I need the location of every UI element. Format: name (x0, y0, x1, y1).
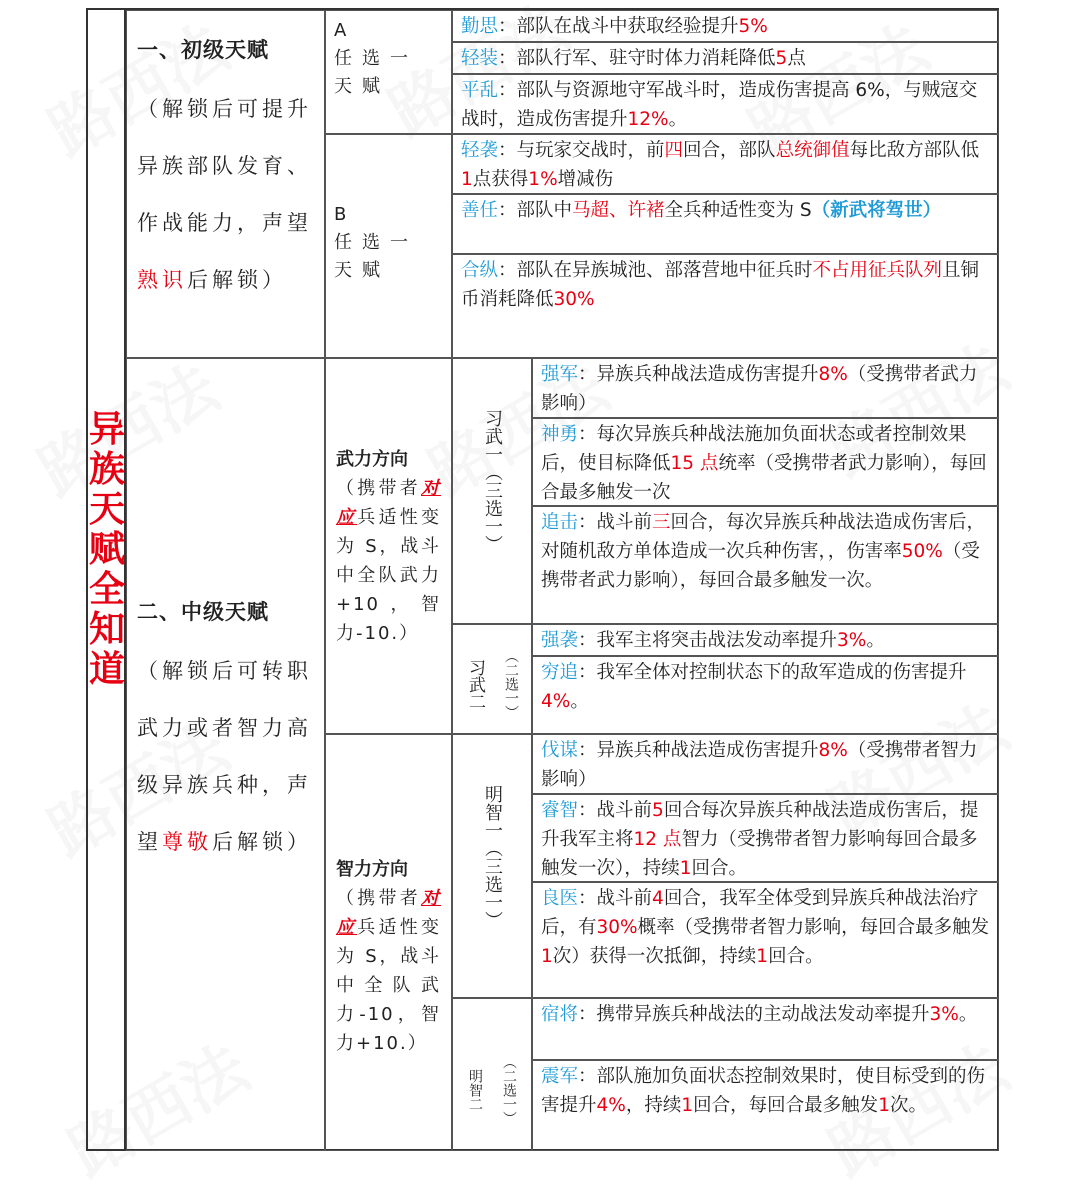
group-b-choice: 任选一天赋 (334, 232, 418, 281)
talent-value: 30% (596, 917, 638, 938)
talent-value: 1 (756, 946, 769, 967)
talent-text: （受携带者智力影响） (541, 740, 978, 790)
talent-text: 回合，每回合最多触发 (693, 1095, 879, 1116)
primary-heading: 一、初级天赋 (137, 38, 269, 62)
talent-text: ：部队在战斗中获取经验提升 (498, 16, 739, 37)
talent-text: ：战斗前 (578, 888, 653, 909)
talent-text: ：异族兵种战法造成伤害提升 (578, 740, 819, 761)
talent-text: 回合，每次异族兵种战法造成伤害后，对随机敌方单体造成一次兵种伤害，，伤害率 (541, 512, 986, 562)
talent-value: 1 (541, 946, 553, 967)
talent-value: 8% (818, 364, 848, 385)
talent-name: 宿将 (541, 1004, 579, 1025)
talent-value: 1 (681, 1095, 694, 1116)
talent-text: ：部队行军、驻守时体力消耗降低 (498, 48, 776, 69)
talent-value: 总统御值 (775, 140, 850, 161)
talent-value: 4 (652, 888, 664, 909)
talent-value: 8% (818, 740, 848, 761)
talent-text: ：部队与资源地守军战斗时，造成伤害提高 6%，与贼寇交战时，造成伤害提升 (461, 80, 978, 130)
talent-text: 每比敌方部队低 (849, 140, 980, 161)
talent-row (452, 194, 999, 254)
talent-text: 点获得 (472, 169, 529, 190)
talent-row (532, 1060, 999, 1151)
intel-group-1-label (452, 734, 532, 998)
talent-text: （受携带者武力影响），每回合最多触发一次。 (541, 541, 980, 591)
primary-desc: （解锁后可提升异族部队发育、作战能力，声望 (137, 97, 312, 235)
talent-name: 震军 (541, 1066, 579, 1087)
talent-text: ：我军主将突击战法发动率提升 (578, 630, 838, 651)
talent-value: 12% (627, 109, 669, 130)
talent-name: 轻袭 (461, 140, 499, 161)
force-group-1-label (452, 358, 532, 624)
talent-text: 回合。 (768, 946, 824, 967)
talent-text: ：异族兵种战法造成伤害提升 (578, 364, 819, 385)
talent-name: 神勇 (541, 424, 579, 445)
talent-value: 3% (837, 630, 867, 651)
talent-text: ：部队在异族城池、部落营地中征兵时 (498, 260, 813, 281)
talent-value: 1% (528, 169, 558, 190)
talent-name: 合纵 (461, 260, 499, 281)
group-label: 明智一 (482, 785, 503, 839)
intel-desc-emphasis: 对应 (336, 888, 441, 938)
talent-value: 12 点 (633, 829, 682, 850)
group-a-letter: A (334, 20, 347, 41)
force-direction (325, 358, 452, 734)
group-a-choice: 任选一天赋 (334, 48, 418, 97)
talent-value: 1 (461, 169, 473, 190)
talent-row (452, 254, 999, 358)
group-label: 习武一 (482, 409, 503, 463)
talent-value: 三 (652, 512, 671, 533)
primary-desc-end: 后解锁） (187, 268, 287, 292)
group-choice: （二选一） (501, 1054, 517, 1125)
talent-value: 四 (664, 140, 684, 161)
middle-talent-description (126, 358, 325, 1151)
force-desc: （携带者 (336, 478, 421, 499)
talent-text: 。 (668, 109, 688, 130)
middle-desc-end: 后解锁） (212, 830, 312, 854)
force-desc-emphasis: 对应 (336, 478, 441, 528)
talent-text: 回合，部队 (683, 140, 776, 161)
talent-row (452, 42, 999, 74)
talent-text: ：与玩家交战时，前 (498, 140, 665, 161)
talent-text: ：部队中 (498, 200, 573, 221)
talent-row (532, 358, 999, 418)
page-title: 异族天赋全知道 (88, 409, 125, 690)
talent-name: 伐谋 (541, 740, 579, 761)
talent-text: （受携带者武力影响） (541, 364, 978, 414)
talent-name: 强军 (541, 364, 579, 385)
talent-row (452, 134, 999, 194)
talent-text: 回合。 (691, 858, 748, 879)
talent-text: 次）获得一次抵御，持续 (552, 946, 757, 967)
talent-row (452, 74, 999, 134)
primary-desc-highlight: 熟识 (137, 268, 187, 292)
middle-desc-highlight: 尊敬 (162, 830, 212, 854)
talent-value: 1 (878, 1095, 890, 1116)
group-choice: （二选一） (503, 649, 519, 719)
talent-text: ：携带异族兵种战法的主动战法发动率提升 (578, 1004, 930, 1025)
talent-highlight: （新武将驾世） (811, 200, 942, 221)
talent-name: 追击 (541, 512, 579, 533)
intel-desc-end: 兵适性变为 S，战斗中全队武力-10，智力+10.） (336, 917, 441, 1054)
group-b-label (325, 134, 452, 358)
talent-name: 平乱 (461, 80, 499, 101)
talent-text: ：每次异族兵种战法施加负面状态或者控制效果后，使目标降低 (541, 424, 967, 474)
group-label: 习武二 (465, 658, 485, 710)
group-choice: （三选一） (482, 463, 503, 553)
talent-text: 。 (570, 691, 589, 712)
talent-name: 善任 (461, 200, 499, 221)
talent-value: 4% (596, 1095, 626, 1116)
talent-name: 良医 (541, 888, 579, 909)
talent-text: ：我军全体对控制状态下的敌军造成的伤害提升 (578, 662, 967, 683)
talent-value: 4% (541, 691, 571, 712)
intel-desc: （携带者 (336, 888, 421, 909)
talent-text: ：战斗前 (578, 512, 653, 533)
intel-direction (325, 734, 452, 1151)
talent-name: 强袭 (541, 630, 579, 651)
talent-row (532, 506, 999, 624)
talent-text: 且铜币消耗降低 (461, 260, 980, 310)
talent-row (532, 656, 999, 734)
middle-heading: 二、中级天赋 (137, 600, 269, 624)
talent-text: 智力（受携带者智力影响每回合最多触发一次），持续 (541, 829, 978, 879)
talent-row (532, 734, 999, 794)
talent-text: 概率（受携带者智力影响，每回合最多触发 (637, 917, 990, 938)
talent-text: ：战斗前 (578, 800, 653, 821)
talent-text: 增减伤 (557, 169, 614, 190)
talent-text: 。 (958, 1004, 978, 1025)
talent-value: 5 (652, 800, 664, 821)
talent-text: 回合每次异族兵种战法造成伤害后，提升我军主将 (541, 800, 979, 850)
talent-text: 回合，我军全体受到异族兵种战法治疗后，有 (541, 888, 979, 938)
group-choice: （三选一） (482, 839, 503, 929)
talent-row (532, 624, 999, 656)
talent-value: 15 点 (670, 453, 719, 474)
talent-value: 5% (738, 16, 768, 37)
intel-group-2-label (452, 998, 532, 1151)
talent-name: 睿智 (541, 800, 579, 821)
talent-name: 轻装 (461, 48, 499, 69)
group-b-letter: B (334, 204, 347, 225)
talent-value: 不占用征兵队列 (812, 260, 943, 281)
talent-text: 次。 (889, 1095, 927, 1116)
talent-row (532, 794, 999, 882)
talent-text: 统率（受携带者武力影响），每回合最多触发一次 (541, 453, 987, 503)
talent-value: 3% (929, 1004, 959, 1025)
talent-value: 50% (901, 541, 943, 562)
talent-row (532, 418, 999, 506)
force-heading: 武力方向 (336, 449, 408, 470)
group-a-label (325, 10, 452, 134)
talent-row (452, 10, 999, 42)
talent-row (532, 998, 999, 1060)
talent-name: 穷追 (541, 662, 579, 683)
talent-value: 5 (775, 48, 788, 69)
talent-value: 1 (679, 858, 692, 879)
talent-row (532, 882, 999, 998)
talent-text: 点 (787, 48, 806, 69)
talent-value: 30% (553, 289, 595, 310)
talent-name: 勤思 (461, 16, 499, 37)
talent-text: ，持续 (625, 1095, 682, 1116)
force-desc-end: 兵适性变为 S，战斗中全队武力+10，智力-10.） (336, 507, 441, 644)
talent-text: ：部队施加负面状态控制效果时，使目标受到的伤害提升 (541, 1066, 986, 1116)
primary-talent-description (126, 10, 325, 358)
talent-text: 。 (866, 630, 885, 651)
force-group-2-label (452, 624, 532, 734)
middle-desc: （解锁后可转职武力或者智力高级异族兵种，声望 (137, 659, 312, 854)
intel-heading: 智力方向 (336, 859, 408, 880)
talent-value: 马超、许褚 (572, 200, 665, 221)
talent-text: 全兵种适性变为 S (664, 200, 812, 221)
group-label: 明智二 (467, 1068, 483, 1111)
